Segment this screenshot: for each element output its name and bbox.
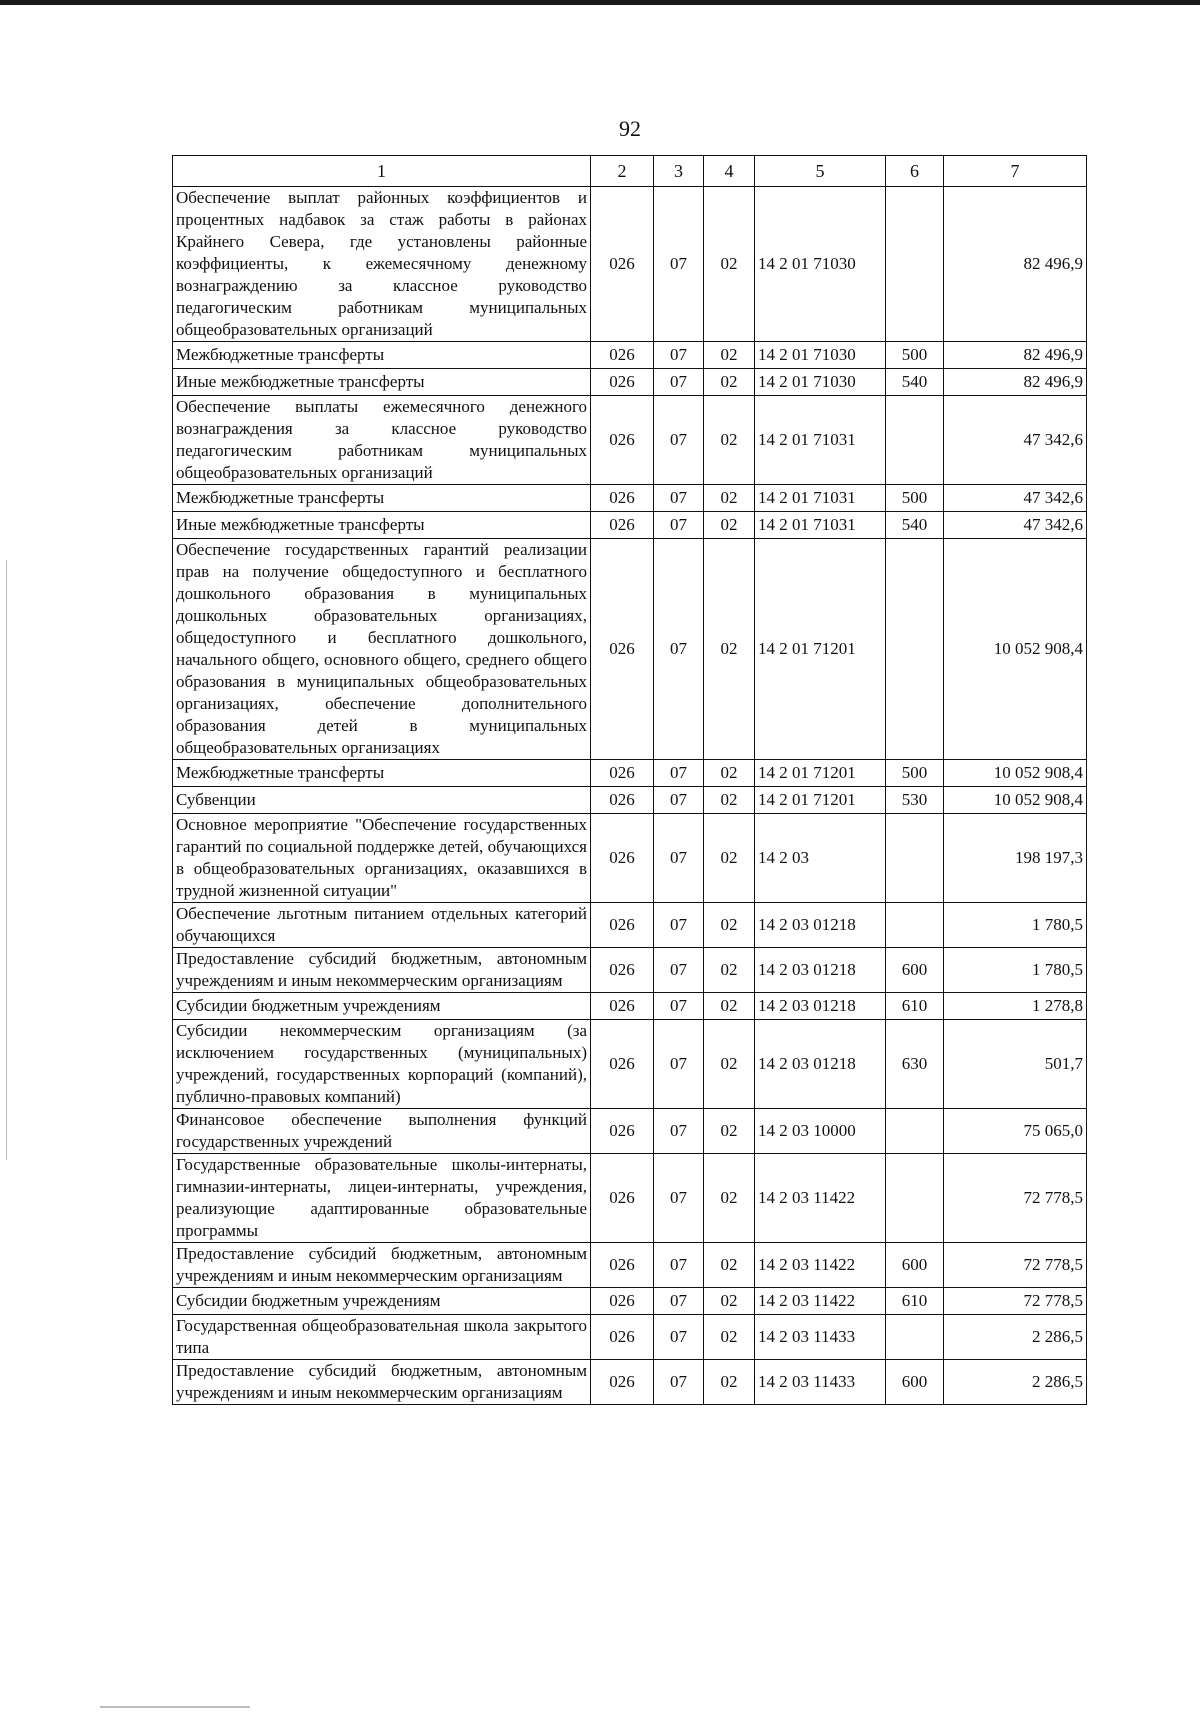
row-name-cell: Предоставление субсидий бюджетным, автономным учреждениям и иным некоммерческим организациям bbox=[173, 948, 591, 993]
ministry-code-cell: 026 bbox=[591, 993, 654, 1020]
amount-cell: 47 342,6 bbox=[944, 512, 1087, 539]
row-name-cell: Обеспечение государственных гарантий реализации прав на получение общедоступного и бесплатного дошкольного образования в муниципальных дошкольных образовательных организациях, общедоступного и бесплатного дошкольного, начального общего, основного общего, среднего общего образования в муниципальных общеобразовательных организациях, обеспечение дополнительного образования детей в муниципальных общеобразовательных организациях bbox=[173, 539, 591, 760]
expense-type-cell: 530 bbox=[886, 787, 944, 814]
amount-cell: 2 286,5 bbox=[944, 1360, 1087, 1405]
ministry-code-cell: 026 bbox=[591, 396, 654, 485]
section-code-cell: 07 bbox=[654, 396, 704, 485]
row-name-cell: Обеспечение выплат районных коэффициентов и процентных надбавок за стаж работы в районах Крайнего Севера, где установлены районные коэффициенты, к ежемесячному денежному вознаграждению за классное руководство педагогическим работникам муниципальных общеобразовательных организаций bbox=[173, 187, 591, 342]
row-name-cell: Обеспечение выплаты ежемесячного денежного вознаграждения за классное руководство педагогическим работникам муниципальных общеобразовательных организаций bbox=[173, 396, 591, 485]
ministry-code-cell: 026 bbox=[591, 1288, 654, 1315]
subsection-code-cell: 02 bbox=[704, 1315, 755, 1360]
target-article-cell: 14 2 01 71030 bbox=[755, 342, 886, 369]
ministry-code-cell: 026 bbox=[591, 1315, 654, 1360]
ministry-code-cell: 026 bbox=[591, 1243, 654, 1288]
table-row bbox=[173, 1315, 1087, 1360]
target-article-cell: 14 2 03 01218 bbox=[755, 903, 886, 948]
row-name-cell: Финансовое обеспечение выполнения функций государственных учреждений bbox=[173, 1109, 591, 1154]
table-row bbox=[173, 485, 1087, 512]
target-article-cell: 14 2 03 11433 bbox=[755, 1315, 886, 1360]
section-code-cell: 07 bbox=[654, 1288, 704, 1315]
section-code-cell: 07 bbox=[654, 342, 704, 369]
table-row bbox=[173, 342, 1087, 369]
expense-type-cell: 500 bbox=[886, 760, 944, 787]
amount-cell: 2 286,5 bbox=[944, 1315, 1087, 1360]
expense-type-cell: 610 bbox=[886, 1288, 944, 1315]
amount-cell: 82 496,9 bbox=[944, 369, 1087, 396]
amount-cell: 10 052 908,4 bbox=[944, 760, 1087, 787]
section-code-cell: 07 bbox=[654, 760, 704, 787]
ministry-code-cell: 026 bbox=[591, 187, 654, 342]
target-article-cell: 14 2 03 11433 bbox=[755, 1360, 886, 1405]
column-header: 6 bbox=[886, 156, 944, 187]
row-name-cell: Иные межбюджетные трансферты bbox=[173, 512, 591, 539]
subsection-code-cell: 02 bbox=[704, 787, 755, 814]
subsection-code-cell: 02 bbox=[704, 1243, 755, 1288]
target-article-cell: 14 2 01 71031 bbox=[755, 485, 886, 512]
target-article-cell: 14 2 03 bbox=[755, 814, 886, 903]
row-name-cell: Межбюджетные трансферты bbox=[173, 342, 591, 369]
table-row bbox=[173, 1360, 1087, 1405]
expense-type-cell: 600 bbox=[886, 948, 944, 993]
target-article-cell: 14 2 01 71030 bbox=[755, 369, 886, 396]
section-code-cell: 07 bbox=[654, 787, 704, 814]
expense-type-cell: 500 bbox=[886, 485, 944, 512]
amount-cell: 75 065,0 bbox=[944, 1109, 1087, 1154]
table-body bbox=[173, 187, 1087, 1405]
subsection-code-cell: 02 bbox=[704, 369, 755, 396]
table-row bbox=[173, 1109, 1087, 1154]
row-name-cell: Субсидии некоммерческим организациям (за исключением государственных (муниципальных) учреждений, государственных корпораций (компаний), публично-правовых компаний) bbox=[173, 1020, 591, 1109]
table-row bbox=[173, 396, 1087, 485]
subsection-code-cell: 02 bbox=[704, 814, 755, 903]
target-article-cell: 14 2 03 01218 bbox=[755, 993, 886, 1020]
section-code-cell: 07 bbox=[654, 1360, 704, 1405]
section-code-cell: 07 bbox=[654, 993, 704, 1020]
ministry-code-cell: 026 bbox=[591, 512, 654, 539]
expense-type-cell bbox=[886, 814, 944, 903]
row-name-cell: Иные межбюджетные трансферты bbox=[173, 369, 591, 396]
row-name-cell: Субвенции bbox=[173, 787, 591, 814]
row-name-cell: Субсидии бюджетным учреждениям bbox=[173, 1288, 591, 1315]
ministry-code-cell: 026 bbox=[591, 369, 654, 396]
column-header: 4 bbox=[704, 156, 755, 187]
ministry-code-cell: 026 bbox=[591, 342, 654, 369]
expense-type-cell bbox=[886, 187, 944, 342]
table-row bbox=[173, 539, 1087, 760]
amount-cell: 198 197,3 bbox=[944, 814, 1087, 903]
expense-type-cell bbox=[886, 1109, 944, 1154]
expense-type-cell: 500 bbox=[886, 342, 944, 369]
amount-cell: 1 780,5 bbox=[944, 948, 1087, 993]
section-code-cell: 07 bbox=[654, 1020, 704, 1109]
subsection-code-cell: 02 bbox=[704, 187, 755, 342]
target-article-cell: 14 2 03 11422 bbox=[755, 1154, 886, 1243]
amount-cell: 501,7 bbox=[944, 1020, 1087, 1109]
section-code-cell: 07 bbox=[654, 903, 704, 948]
subsection-code-cell: 02 bbox=[704, 948, 755, 993]
amount-cell: 82 496,9 bbox=[944, 187, 1087, 342]
section-code-cell: 07 bbox=[654, 539, 704, 760]
target-article-cell: 14 2 01 71201 bbox=[755, 760, 886, 787]
expense-type-cell bbox=[886, 539, 944, 760]
target-article-cell: 14 2 01 71030 bbox=[755, 187, 886, 342]
subsection-code-cell: 02 bbox=[704, 342, 755, 369]
table-row bbox=[173, 1020, 1087, 1109]
amount-cell: 1 780,5 bbox=[944, 903, 1087, 948]
ministry-code-cell: 026 bbox=[591, 1360, 654, 1405]
table-row bbox=[173, 814, 1087, 903]
subsection-code-cell: 02 bbox=[704, 760, 755, 787]
expense-type-cell bbox=[886, 1315, 944, 1360]
target-article-cell: 14 2 03 11422 bbox=[755, 1243, 886, 1288]
expense-type-cell: 630 bbox=[886, 1020, 944, 1109]
table-row bbox=[173, 993, 1087, 1020]
expense-type-cell: 540 bbox=[886, 369, 944, 396]
table-row bbox=[173, 903, 1087, 948]
expense-type-cell: 600 bbox=[886, 1243, 944, 1288]
subsection-code-cell: 02 bbox=[704, 485, 755, 512]
ministry-code-cell: 026 bbox=[591, 485, 654, 512]
section-code-cell: 07 bbox=[654, 1243, 704, 1288]
table-row bbox=[173, 1154, 1087, 1243]
ministry-code-cell: 026 bbox=[591, 1109, 654, 1154]
target-article-cell: 14 2 01 71201 bbox=[755, 787, 886, 814]
subsection-code-cell: 02 bbox=[704, 1360, 755, 1405]
target-article-cell: 14 2 01 71031 bbox=[755, 512, 886, 539]
target-article-cell: 14 2 03 01218 bbox=[755, 1020, 886, 1109]
row-name-cell: Основное мероприятие "Обеспечение государственных гарантий по социальной поддержке детей, обучающихся в общеобразовательных организациях, оказавшихся в трудной жизненной ситуации" bbox=[173, 814, 591, 903]
expense-type-cell: 610 bbox=[886, 993, 944, 1020]
row-name-cell: Субсидии бюджетным учреждениям bbox=[173, 993, 591, 1020]
column-header: 5 bbox=[755, 156, 886, 187]
ministry-code-cell: 026 bbox=[591, 787, 654, 814]
section-code-cell: 07 bbox=[654, 948, 704, 993]
subsection-code-cell: 02 bbox=[704, 396, 755, 485]
row-name-cell: Предоставление субсидий бюджетным, автономным учреждениям и иным некоммерческим организациям bbox=[173, 1243, 591, 1288]
section-code-cell: 07 bbox=[654, 187, 704, 342]
subsection-code-cell: 02 bbox=[704, 1288, 755, 1315]
section-code-cell: 07 bbox=[654, 1109, 704, 1154]
budget-table bbox=[172, 155, 1087, 1405]
ministry-code-cell: 026 bbox=[591, 760, 654, 787]
amount-cell: 82 496,9 bbox=[944, 342, 1087, 369]
amount-cell: 72 778,5 bbox=[944, 1288, 1087, 1315]
ministry-code-cell: 026 bbox=[591, 903, 654, 948]
amount-cell: 72 778,5 bbox=[944, 1243, 1087, 1288]
subsection-code-cell: 02 bbox=[704, 539, 755, 760]
table-row bbox=[173, 787, 1087, 814]
target-article-cell: 14 2 03 10000 bbox=[755, 1109, 886, 1154]
subsection-code-cell: 02 bbox=[704, 1154, 755, 1243]
ministry-code-cell: 026 bbox=[591, 1020, 654, 1109]
table-row bbox=[173, 369, 1087, 396]
row-name-cell: Предоставление субсидий бюджетным, автономным учреждениям и иным некоммерческим организациям bbox=[173, 1360, 591, 1405]
section-code-cell: 07 bbox=[654, 1154, 704, 1243]
row-name-cell: Межбюджетные трансферты bbox=[173, 485, 591, 512]
column-header: 7 bbox=[944, 156, 1087, 187]
column-header: 1 bbox=[173, 156, 591, 187]
amount-cell: 10 052 908,4 bbox=[944, 539, 1087, 760]
table-row bbox=[173, 1243, 1087, 1288]
ministry-code-cell: 026 bbox=[591, 948, 654, 993]
ministry-code-cell: 026 bbox=[591, 1154, 654, 1243]
amount-cell: 10 052 908,4 bbox=[944, 787, 1087, 814]
table-header-row bbox=[173, 156, 1087, 187]
subsection-code-cell: 02 bbox=[704, 993, 755, 1020]
table-row bbox=[173, 948, 1087, 993]
amount-cell: 72 778,5 bbox=[944, 1154, 1087, 1243]
table-row bbox=[173, 1288, 1087, 1315]
ministry-code-cell: 026 bbox=[591, 539, 654, 760]
table-row bbox=[173, 512, 1087, 539]
row-name-cell: Межбюджетные трансферты bbox=[173, 760, 591, 787]
target-article-cell: 14 2 03 01218 bbox=[755, 948, 886, 993]
target-article-cell: 14 2 03 11422 bbox=[755, 1288, 886, 1315]
expense-type-cell bbox=[886, 1154, 944, 1243]
section-code-cell: 07 bbox=[654, 512, 704, 539]
section-code-cell: 07 bbox=[654, 369, 704, 396]
row-name-cell: Государственная общеобразовательная школа закрытого типа bbox=[173, 1315, 591, 1360]
subsection-code-cell: 02 bbox=[704, 1020, 755, 1109]
table-row bbox=[173, 760, 1087, 787]
scan-top-border bbox=[0, 0, 1200, 5]
target-article-cell: 14 2 01 71031 bbox=[755, 396, 886, 485]
expense-type-cell bbox=[886, 396, 944, 485]
amount-cell: 47 342,6 bbox=[944, 396, 1087, 485]
ministry-code-cell: 026 bbox=[591, 814, 654, 903]
amount-cell: 47 342,6 bbox=[944, 485, 1087, 512]
expense-type-cell: 600 bbox=[886, 1360, 944, 1405]
section-code-cell: 07 bbox=[654, 485, 704, 512]
section-code-cell: 07 bbox=[654, 814, 704, 903]
expense-type-cell: 540 bbox=[886, 512, 944, 539]
column-header: 2 bbox=[591, 156, 654, 187]
section-code-cell: 07 bbox=[654, 1315, 704, 1360]
target-article-cell: 14 2 01 71201 bbox=[755, 539, 886, 760]
row-name-cell: Государственные образовательные школы-интернаты, гимназии-интернаты, лицеи-интернаты, учреждения, реализующие адаптированные образовательные программы bbox=[173, 1154, 591, 1243]
expense-type-cell bbox=[886, 903, 944, 948]
column-header: 3 bbox=[654, 156, 704, 187]
amount-cell: 1 278,8 bbox=[944, 993, 1087, 1020]
subsection-code-cell: 02 bbox=[704, 512, 755, 539]
scan-margin-mark bbox=[6, 560, 7, 1160]
row-name-cell: Обеспечение льготным питанием отдельных категорий обучающихся bbox=[173, 903, 591, 948]
subsection-code-cell: 02 bbox=[704, 903, 755, 948]
scan-bottom-mark bbox=[100, 1706, 250, 1708]
page-number: 92 bbox=[619, 116, 641, 141]
subsection-code-cell: 02 bbox=[704, 1109, 755, 1154]
table-row bbox=[173, 187, 1087, 342]
